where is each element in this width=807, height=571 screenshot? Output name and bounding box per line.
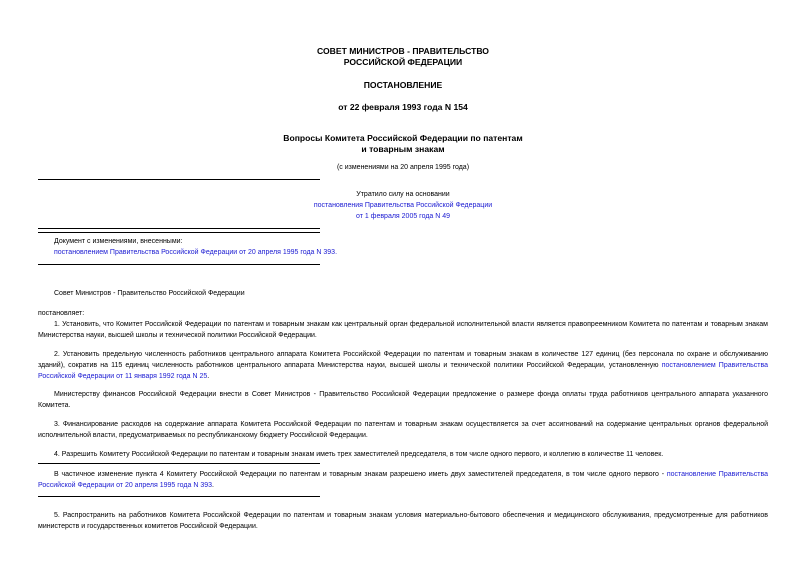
divider (38, 496, 320, 497)
paragraph-2-text: 2. Установить предельную численность работников центрального аппарата Комитета Российской Федерации по патентам и товарным знакам в количестве 127 единиц (без персонала по охране и обслуживанию зданий), сократив на 115 единиц численность работников центрального аппарата Министерства науки, высшей школы и технической политики Российской Федерации, установленную (38, 351, 768, 369)
document-type: ПОСТАНОВЛЕНИЕ (363, 80, 443, 90)
resolves-text: постановляет: (38, 310, 85, 317)
divider (38, 463, 320, 464)
paragraph-4-text: 4. Разрешить Комитету Российской Федерации по патентам и товарным знакам иметь трех заместителей председателя, в том числе одного первого, и коллегию в количестве 11 человек. (54, 451, 664, 458)
paragraph-2b-text: Министерству финансов Российской Федерации внести в Совет Министров - Правительство Российской Федерации предложение о размере фонда оплаты труда работников центрального аппарата указанного Комитета. (38, 391, 768, 409)
changes-note-link[interactable]: постановлением Правительства Российской Федерации от 20 апреля 1995 года N 393. (54, 249, 338, 256)
divider (38, 232, 320, 233)
intro-text: Совет Министров - Правительство Российской Федерации (54, 290, 245, 297)
document-date-number: от 22 февраля 1993 года N 154 (338, 102, 468, 112)
paragraph-4 (38, 449, 768, 460)
paragraph-5-text: 5. Распространить на работников Комитета Российской Федерации по патентам и товарным знакам условия материально-бытового обеспечения и медицинского обслуживания, предусмотренные для работников министерств и государственных комитетов Российской Федерации. (38, 512, 768, 530)
paragraph-3-text: 3. Финансирование расходов на содержание аппарата Комитета Российской Федерации по патентам и товарным знакам осуществляется за счет ассигнований на содержание центральных органов федеральной исполнительной власти, предусматриваемых по республиканскому бюджету Российской Федерации. (38, 421, 768, 439)
paragraph-2 (38, 349, 768, 382)
amendments-note: (с изменениями на 20 апреля 1995 года) (336, 164, 470, 171)
divider (38, 264, 320, 265)
paragraph-4-note-text: В частичное изменение пункта 4 Комитету Российской Федерации по патентам и товарным знакам разрешено иметь двух заместителей председателя, в том числе одного первого - (54, 471, 665, 478)
paragraph-2-end: . (207, 373, 210, 380)
paragraph-4-note-link[interactable]: постановление Правительства Российской Федерации от 20 апреля 1995 года N 393 (38, 471, 768, 489)
paragraph-1 (38, 319, 768, 341)
repeal-link-line2[interactable]: от 1 февраля 2005 года N 49 (355, 213, 451, 220)
paragraph-4-note-end: . (212, 482, 214, 489)
repeal-link-line1[interactable]: постановления Правительства Российской Федерации (313, 202, 493, 209)
repeal-note: Утратило силу на основании (356, 191, 450, 198)
paragraph-4-note (38, 469, 768, 491)
changes-note-text: Документ с изменениями, внесенными: (54, 238, 183, 245)
org-name-line1: СОВЕТ МИНИСТРОВ - ПРАВИТЕЛЬСТВО (317, 46, 489, 56)
org-name-line2: РОССИЙСКОЙ ФЕДЕРАЦИИ (343, 57, 463, 67)
paragraph-3 (38, 419, 768, 441)
divider (38, 228, 320, 229)
paragraph-5 (38, 510, 768, 532)
divider (38, 179, 320, 180)
paragraph-2b (38, 389, 768, 411)
document-title-line2: и товарным знакам (361, 144, 445, 154)
paragraph-1-text: 1. Установить, что Комитет Российской Федерации по патентам и товарным знакам как центральный орган федеральной исполнительной власти является правопреемником Комитета по патентам и товарным знакам Министерства науки, высшей школы и технической политики Российской Федерации. (38, 321, 768, 339)
paragraph-2-link[interactable]: постановлением Правительства Российской Федерации от 11 января 1992 года N 25 (38, 362, 769, 380)
document-title-line1: Вопросы Комитета Российской Федерации по патентам (283, 133, 523, 143)
